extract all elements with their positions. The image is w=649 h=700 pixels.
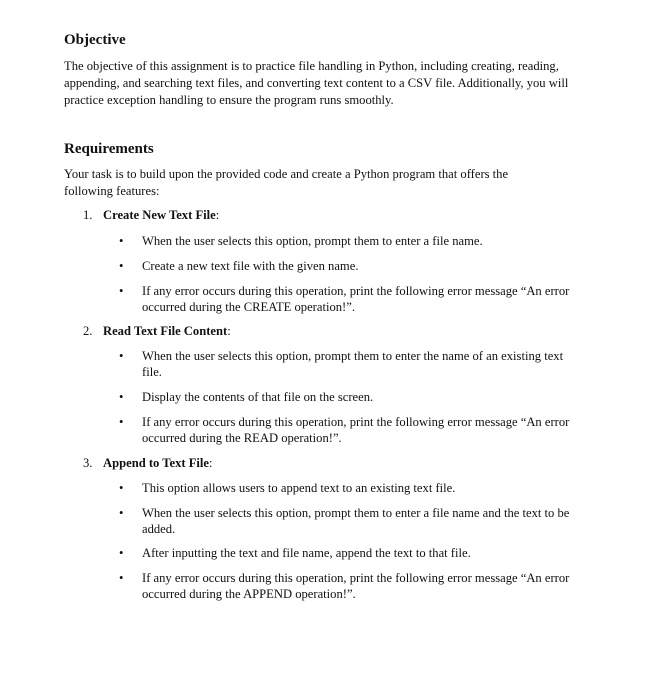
- item-title: Append to Text File: [103, 456, 210, 470]
- bullet-item: [119, 480, 579, 496]
- item-number: 2.: [83, 324, 93, 338]
- bullet-item: [119, 233, 579, 249]
- item-title: Create New Text File: [103, 208, 216, 222]
- bullet-dot-icon: •: [119, 546, 124, 560]
- numbered-item-read: [83, 323, 231, 340]
- bullet-item: [119, 570, 579, 602]
- item-suffix: :: [227, 324, 231, 338]
- bullet-text: Create a new text file with the given name.: [142, 259, 359, 273]
- item-number: 1.: [83, 208, 93, 222]
- objective-paragraph: The objective of this assignment is to practice file handling in Python, including creating, reading, appending, and searching text files, and converting text content to a CSV file. Additionally, you will practice exception handling to ensure the program runs smoothly.: [64, 59, 569, 107]
- numbered-item-create: [83, 207, 219, 224]
- bullet-item: [119, 283, 579, 315]
- requirements-heading: Requirements: [64, 141, 154, 157]
- bullet-item: [119, 258, 579, 274]
- bullet-dot-icon: •: [119, 259, 124, 273]
- bullet-item: [119, 389, 579, 405]
- item-suffix: :: [209, 456, 213, 470]
- numbered-item-append: [83, 455, 213, 472]
- requirements-intro: Your task is to build upon the provided code and create a Python program that offers the following features:: [64, 167, 509, 198]
- bullet-text: When the user selects this option, prompt them to enter a file name and the text to be added.: [142, 506, 570, 536]
- bullet-item: [119, 545, 579, 561]
- bullet-dot-icon: •: [119, 415, 124, 429]
- bullet-item: [119, 505, 579, 537]
- bullet-text: If any error occurs during this operation, print the following error message “An error occurred during the APPEND operation!”.: [142, 571, 570, 601]
- bullet-dot-icon: •: [119, 284, 124, 298]
- bullet-text: After inputting the text and file name, append the text to that file.: [142, 546, 471, 560]
- objective-heading: Objective: [64, 32, 126, 48]
- bullet-text: If any error occurs during this operation, print the following error message “An error occurred during the READ operation!”.: [142, 415, 570, 445]
- bullet-dot-icon: •: [119, 390, 124, 404]
- bullet-dot-icon: •: [119, 234, 124, 248]
- bullet-text: This option allows users to append text to an existing text file.: [142, 481, 456, 495]
- bullet-dot-icon: •: [119, 571, 124, 585]
- bullet-item: [119, 414, 579, 446]
- bullet-text: When the user selects this option, prompt them to enter a file name.: [142, 234, 483, 248]
- bullet-text: When the user selects this option, prompt them to enter the name of an existing text file.: [142, 349, 564, 379]
- item-suffix: :: [215, 208, 220, 222]
- bullet-dot-icon: •: [119, 349, 124, 363]
- bullet-item: [119, 348, 579, 380]
- bullet-dot-icon: •: [119, 506, 124, 520]
- bullet-text: If any error occurs during this operation, print the following error message “An error occurred during the CREATE operation!”.: [142, 284, 570, 314]
- bullet-dot-icon: •: [119, 481, 124, 495]
- item-title: Read Text File Content: [103, 324, 228, 338]
- item-number: 3.: [83, 456, 93, 470]
- bullet-text: Display the contents of that file on the screen.: [142, 390, 374, 404]
